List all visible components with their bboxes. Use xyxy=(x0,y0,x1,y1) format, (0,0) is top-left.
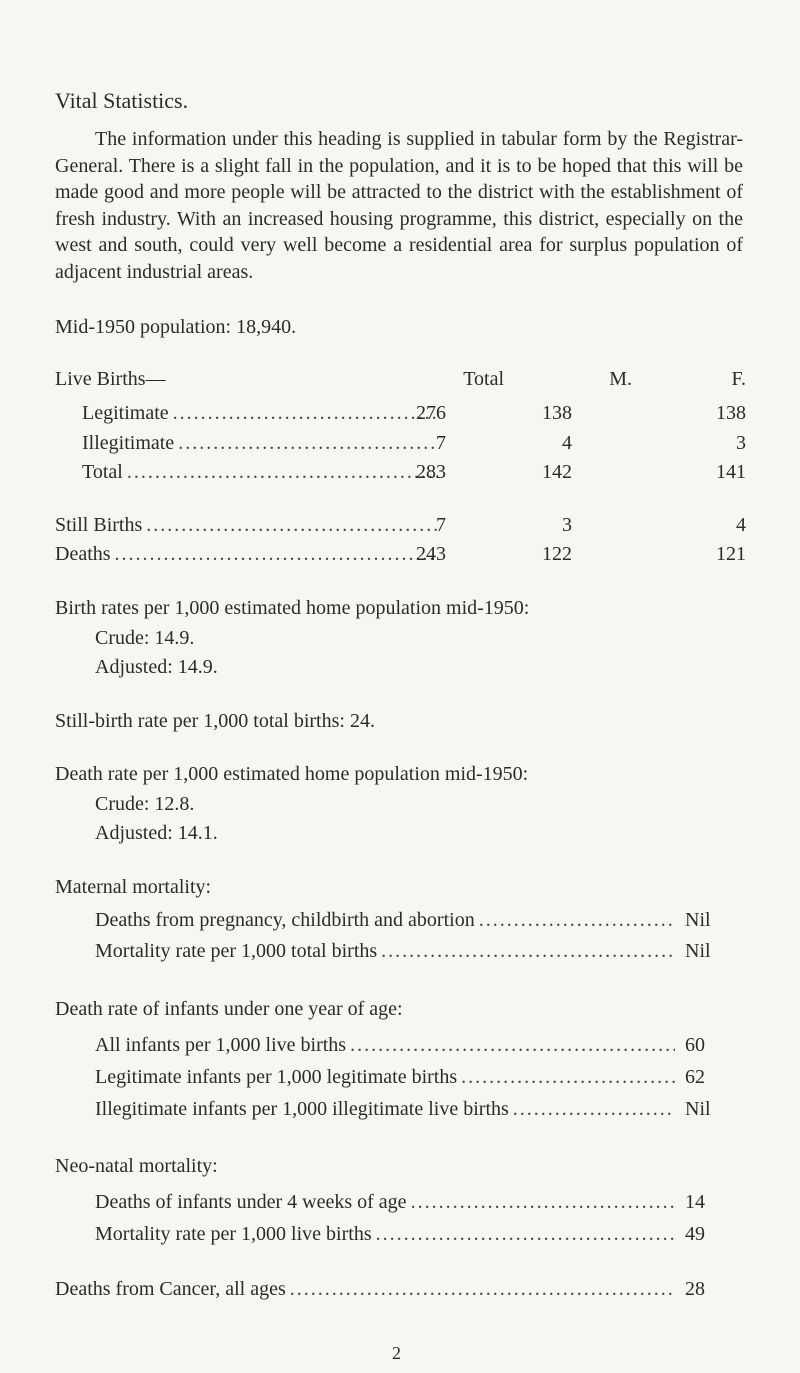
population-line: Mid-1950 population: 18,940. xyxy=(55,316,297,338)
column-header-female: F. xyxy=(731,368,746,390)
live-births-label: Live Births— xyxy=(55,368,166,390)
birth-rate-adjusted: Adjusted: 14.9. xyxy=(95,656,218,678)
cell-female: 138 xyxy=(716,402,746,424)
list-item xyxy=(95,1191,679,1214)
cell-female: 4 xyxy=(736,514,746,536)
cell-male: 138 xyxy=(542,402,572,424)
cell-female: 121 xyxy=(716,543,746,565)
cell-male: 4 xyxy=(562,432,572,454)
row-label: Illegitimate xyxy=(82,432,175,454)
cell-male: 3 xyxy=(562,514,572,536)
column-header-male: M. xyxy=(609,368,632,390)
intro-paragraph: The information under this heading is supplied in tabular form by the Registrar-General. There is a slight fall in the population, and it is to be hoped that this will be made good and more people will be attracted to the district with the establishment of fresh industry. With an increased housing programme, this district, especially on the west and south, could very well become a residential area for surplus population of adjacent industrial areas. xyxy=(55,128,743,283)
maternal-mortality-title: Maternal mortality: xyxy=(55,876,212,898)
cell-total: 243 xyxy=(416,543,446,565)
cell-total: 283 xyxy=(416,461,446,483)
item-value: Nil xyxy=(685,909,711,931)
item-value: 14 xyxy=(685,1191,705,1213)
list-item xyxy=(95,1223,679,1246)
cell-total: 7 xyxy=(436,514,446,536)
item-label: All infants per 1,000 live births xyxy=(95,1034,347,1056)
cell-female: 141 xyxy=(716,461,746,483)
cancer-deaths-row xyxy=(55,1278,679,1301)
birth-rate-crude: Crude: 14.9. xyxy=(95,627,195,649)
item-label: Deaths of infants under 4 weeks of age xyxy=(95,1191,407,1213)
page-number: 2 xyxy=(392,1343,401,1363)
cell-male: 142 xyxy=(542,461,572,483)
neonatal-mortality-title: Neo-natal mortality: xyxy=(55,1155,218,1177)
item-value: 60 xyxy=(685,1034,705,1056)
item-label: Legitimate infants per 1,000 legitimate births xyxy=(95,1066,458,1088)
item-value: 28 xyxy=(685,1278,705,1300)
item-value: Nil xyxy=(685,940,711,962)
death-rate-crude: Crude: 12.8. xyxy=(95,793,195,815)
list-item xyxy=(95,909,679,932)
infant-death-rate-title: Death rate of infants under one year of age: xyxy=(55,998,403,1020)
still-birth-rate: Still-birth rate per 1,000 total births: 24. xyxy=(55,710,375,732)
cell-male: 122 xyxy=(542,543,572,565)
table-row-still-births xyxy=(55,514,442,537)
list-item xyxy=(95,1034,679,1057)
item-label: Deaths from pregnancy, childbirth and abortion xyxy=(95,909,475,931)
item-label: Illegitimate infants per 1,000 illegitimate live births xyxy=(95,1098,509,1120)
column-header-total: Total xyxy=(463,368,504,390)
row-label: Legitimate xyxy=(82,402,169,424)
cell-female: 3 xyxy=(736,432,746,454)
list-item xyxy=(95,1098,679,1121)
page-heading: Vital Statistics. xyxy=(55,88,189,113)
row-label: Total xyxy=(82,461,123,483)
list-item xyxy=(95,940,679,963)
death-rates-title: Death rate per 1,000 estimated home population mid-1950: xyxy=(55,763,529,785)
row-label: Deaths xyxy=(55,543,111,565)
birth-rates-title: Birth rates per 1,000 estimated home population mid-1950: xyxy=(55,597,530,619)
row-label: Still Births xyxy=(55,514,143,536)
item-value: Nil xyxy=(685,1098,711,1120)
cell-total: 276 xyxy=(416,402,446,424)
cell-total: 7 xyxy=(436,432,446,454)
item-label: Mortality rate per 1,000 total births xyxy=(95,940,378,962)
item-value: 49 xyxy=(685,1223,705,1245)
item-value: 62 xyxy=(685,1066,705,1088)
death-rate-adjusted: Adjusted: 14.1. xyxy=(95,822,218,844)
item-label: Mortality rate per 1,000 live births xyxy=(95,1223,372,1245)
table-row-deaths xyxy=(55,543,442,566)
item-label: Deaths from Cancer, all ages xyxy=(55,1278,286,1300)
list-item xyxy=(95,1066,679,1089)
